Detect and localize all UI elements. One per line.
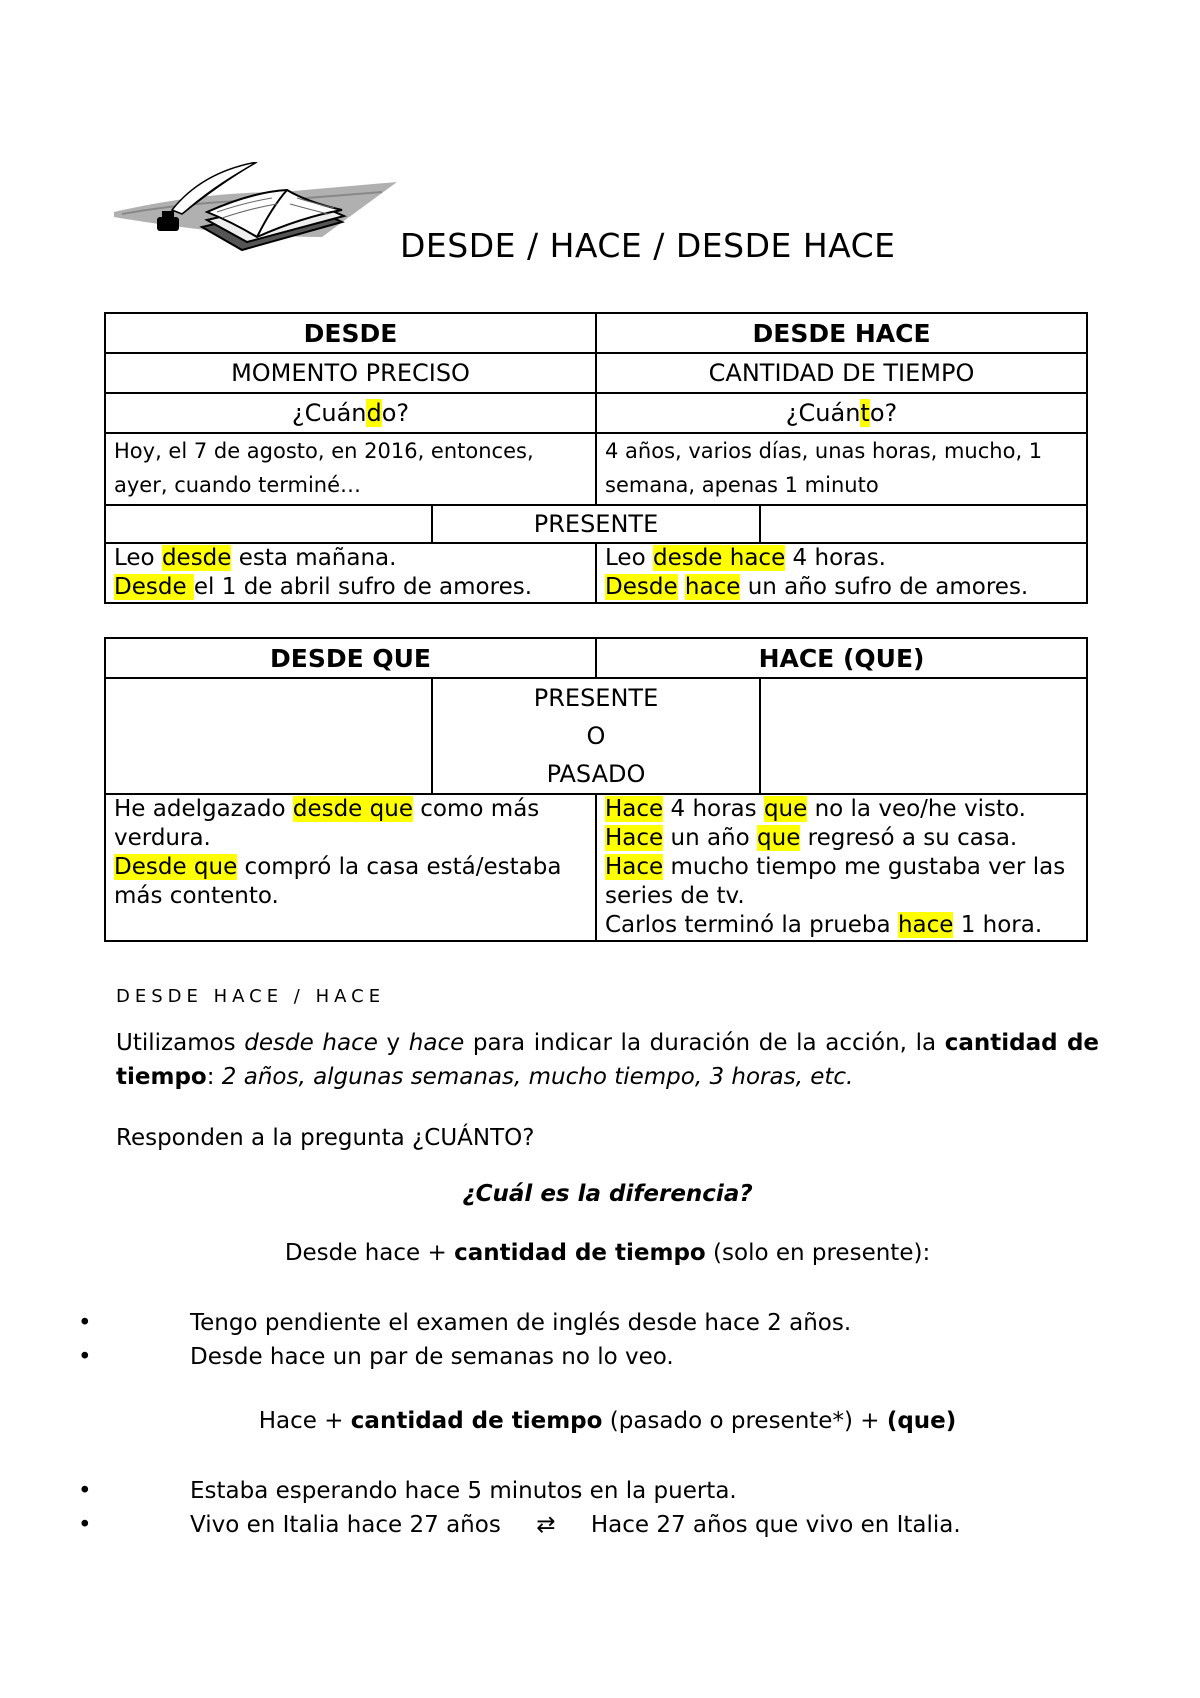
empty-cell <box>760 678 1087 794</box>
cantidad-tiempo-cell: CANTIDAD DE TIEMPO <box>596 353 1087 393</box>
page-title: DESDE / HACE / DESDE HACE <box>400 226 896 265</box>
sentence: Desde que compró la casa está/estaba más contento. <box>114 854 562 909</box>
highlighted-letter: d <box>366 399 382 427</box>
explanation-paragraph: Utilizamos desde hace y hace para indicar la duración de la acción, la cantidad de tiempo: 2 años, algunas semanas, mucho tiempo, 3 horas, etc. <box>116 1030 1100 1090</box>
desde-sentences-cell <box>105 543 596 603</box>
bullet-icon: • <box>78 1310 92 1336</box>
sentence: Leo desde hace 4 horas. <box>605 545 886 571</box>
swap-arrow-icon: ⇄ <box>536 1512 556 1538</box>
desde-vs-desde-hace-table <box>104 312 1088 604</box>
bullet-icon: • <box>78 1344 92 1370</box>
rule-desde-hace: Desde hace + cantidad de tiempo (solo en presente): <box>284 1240 931 1266</box>
highlighted-letter: t <box>860 399 870 427</box>
sentence: Desde el 1 de abril sufro de amores. <box>114 574 533 600</box>
tense-line: PRESENTE <box>533 684 659 712</box>
header-desde: DESDE <box>105 313 596 353</box>
question-text: ¿Cuán <box>291 399 367 427</box>
desde-que-vs-hace-que-table <box>104 637 1088 942</box>
sentence: He adelgazado desde que como más verdura. <box>114 796 540 851</box>
question-text: ¿Cuán <box>785 399 861 427</box>
empty-cell <box>105 505 432 543</box>
presente-label: PRESENTE <box>432 505 760 543</box>
document-page: DESDE / HACE / DESDE HACE DESDE DESDE HACE MOMENTO PRECISO CANTIDAD DE TIEMPO ¿Cuándo? ¿Cuánto? Hoy, el 7 de agosto, en 2016, entonces, ayer, cuando terminé… 4 años, varios días, unas horas, mucho, 1 semana, apenas 1 minuto PRESENTE Leo desde esta mañana. Desde el 1 de abril sufro de amores. Leo desde hace 4 horas. Desde hace un año sufro de amores. DESDE QUE HACE (QUE) PRESENTE O PASADO He adelgazado desde que como más verdura. Desde que compró la casa está/estaba más contento. Hace 4 horas que no la veo/he visto. Hace un año que regresó a su casa. Hace mucho tiempo me gustaba ver las series de tv. Carlos terminó la prueba hace 1 hora. DESDE HACE / HACE Utilizamos desde hace y hace para indicar la duración de la acción, la cantidad de tiempo: 2 años, algunas semanas, mucho tiempo, 3 horas, etc. Responden a la pregunta ¿CUÁNTO? ¿Cuál es la diferencia? Desde hace + cantidad de tiempo (solo en presente): • Tengo pendiente el examen de inglés desde hace 2 años. • Desde hace un par de semanas no lo veo. Hace + cantidad de tiempo (pasado o presente*) + (que) • Estaba esperando hace 5 minutos en la puerta. • Vivo en Italia hace 27 años ⇄ Hace 27 años que vivo en Italia. <box>0 0 1200 1698</box>
desde-que-sentences-cell <box>105 794 596 941</box>
question-text: o? <box>869 399 898 427</box>
rule-hace: Hace + cantidad de tiempo (pasado o presente*) + (que) <box>258 1408 957 1434</box>
hace-que-sentences-cell <box>596 794 1087 941</box>
empty-cell <box>760 505 1087 543</box>
sentence: Desde hace un año sufro de amores. <box>605 574 1029 600</box>
sentence: Hace mucho tiempo me gustaba ver las series de tv. <box>605 854 1066 909</box>
book-quill-illustration <box>112 162 402 272</box>
tense-line: PASADO <box>546 760 646 788</box>
desde-hace-examples-cell: 4 años, varios días, unas horas, mucho, 1 semana, apenas 1 minuto <box>596 433 1087 505</box>
sentence: Hace 4 horas que no la veo/he visto. <box>605 796 1026 822</box>
sentence: Hace un año que regresó a su casa. <box>605 825 1018 851</box>
cuanto-question-cell <box>596 393 1087 433</box>
cuando-question-cell <box>105 393 596 433</box>
header-desde-hace: DESDE HACE <box>596 313 1087 353</box>
question-text: o? <box>381 399 410 427</box>
sentence: Carlos terminó la prueba hace 1 hora. <box>605 912 1043 938</box>
header-hace-que: HACE (QUE) <box>596 638 1087 678</box>
desde-examples-cell: Hoy, el 7 de agosto, en 2016, entonces, ayer, cuando terminé… <box>105 433 596 505</box>
difference-question: ¿Cuál es la diferencia? <box>462 1181 753 1207</box>
tense-line: O <box>586 722 606 750</box>
sentence: Leo desde esta mañana. <box>114 545 397 571</box>
bullet-icon: • <box>78 1478 92 1504</box>
header-desde-que: DESDE QUE <box>105 638 596 678</box>
momento-preciso-cell: MOMENTO PRECISO <box>105 353 596 393</box>
section-heading: DESDE HACE / HACE <box>116 986 386 1007</box>
desde-hace-sentences-cell <box>596 543 1087 603</box>
presente-o-pasado-cell <box>432 678 760 794</box>
cuanto-paragraph: Responden a la pregunta ¿CUÁNTO? <box>116 1125 535 1151</box>
empty-cell <box>105 678 432 794</box>
bullet-icon: • <box>78 1512 92 1538</box>
